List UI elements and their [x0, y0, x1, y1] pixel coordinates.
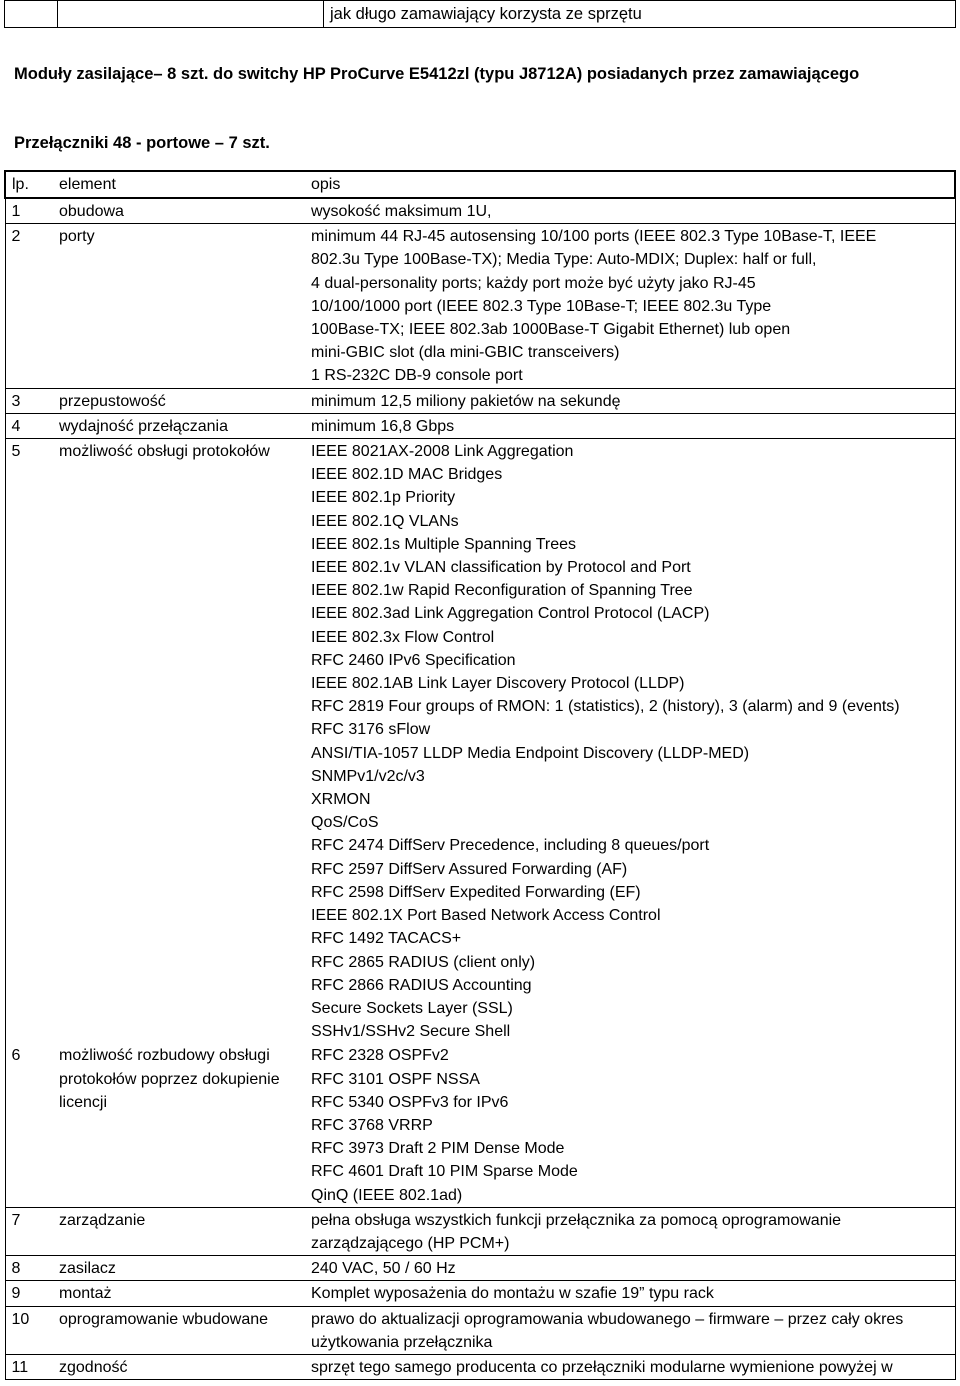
- table-row: [5, 1207, 955, 1255]
- opis-line: QinQ (IEEE 802.1ad): [311, 1186, 463, 1204]
- opis-line: IEEE 802.1D MAC Bridges: [311, 466, 503, 484]
- opis-line: ANSI/TIA-1057 LLDP Media Endpoint Discovery (LLDP-MED): [311, 744, 750, 762]
- opis-line: minimum 44 RJ-45 autosensing 10/100 ports (IEEE 802.3 Type 10Base-T, IEEE: [311, 228, 877, 246]
- table-row: [5, 439, 955, 1044]
- row-opis: [305, 1281, 955, 1306]
- row-opis: [305, 1354, 955, 1379]
- opis-line: IEEE 802.1X Port Based Network Access Control: [311, 907, 661, 925]
- row-opis: [305, 198, 955, 224]
- table-row: [5, 1256, 955, 1281]
- row-lp: 5: [5, 439, 53, 1044]
- opis-line: Komplet wyposażenia do montażu w szafie 19” typu rack: [311, 1285, 714, 1303]
- opis-line: RFC 4601 Draft 10 PIM Sparse Mode: [311, 1163, 578, 1181]
- opis-line: RFC 5340 OSPFv3 for IPv6: [311, 1093, 509, 1111]
- opis-line: 802.3u Type 100Base-TX); Media Type: Auto-MDIX; Duplex: half or full,: [311, 251, 817, 269]
- opis-line: RFC 2866 RADIUS Accounting: [311, 976, 532, 994]
- opis-line: zarządzającego (HP PCM+): [311, 1234, 510, 1252]
- opis-line: RFC 2474 DiffServ Precedence, including 8 queues/port: [311, 837, 710, 855]
- row-lp: 1: [5, 198, 53, 224]
- opis-line: sprzęt tego samego producenta co przełączniki modularne wymienione powyżej w: [311, 1358, 893, 1376]
- opis-line: mini-GBIC slot (dla mini-GBIC transceivers): [311, 344, 620, 362]
- row-opis: [305, 439, 955, 1044]
- row-lp: 3: [5, 388, 53, 413]
- opis-line: IEEE 802.1w Rapid Reconfiguration of Spanning Tree: [311, 582, 693, 600]
- row-opis: [305, 388, 955, 413]
- opis-line: RFC 2597 DiffServ Assured Forwarding (AF): [311, 860, 628, 878]
- opis-line: 4 dual-personality ports; każdy port może być użyty jako RJ-45: [311, 274, 756, 292]
- opis-line: RFC 2865 RADIUS (client only): [311, 953, 536, 971]
- row-opis: [305, 1256, 955, 1281]
- row-element: oprogramowanie wbudowane: [53, 1306, 305, 1354]
- row-element: obudowa: [53, 198, 305, 224]
- opis-line: IEEE 802.1p Priority: [311, 489, 456, 507]
- opis-line: XRMON: [311, 791, 371, 809]
- table-row: [5, 388, 955, 413]
- table-row: [5, 1306, 955, 1354]
- row-lp: 8: [5, 1256, 53, 1281]
- row-opis: [305, 1306, 955, 1354]
- opis-line: 1 RS-232C DB-9 console port: [311, 367, 523, 385]
- row-lp: 4: [5, 413, 53, 438]
- table-row: [5, 1281, 955, 1306]
- row-element: możliwość rozbudowy obsługi protokołów poprzez dokupienie licencji: [53, 1043, 305, 1207]
- opis-line: prawo do aktualizacji oprogramowania wbudowanego – firmware – przez cały okres: [311, 1310, 904, 1328]
- row-element: zasilacz: [53, 1256, 305, 1281]
- top-table-fragment: [4, 0, 956, 28]
- opis-line: pełna obsługa wszystkich funkcji przełącznika za pomocą oprogramowanie: [311, 1211, 842, 1229]
- opis-line: IEEE 802.3x Flow Control: [311, 628, 495, 646]
- header-lp: lp.: [5, 171, 53, 198]
- row-lp: 10: [5, 1306, 53, 1354]
- row-lp: 7: [5, 1207, 53, 1255]
- opis-line: wysokość maksimum 1U,: [311, 203, 492, 220]
- opis-line: Secure Sockets Layer (SSL): [311, 999, 513, 1017]
- row-element: montaż: [53, 1281, 305, 1306]
- opis-line: 100Base-TX; IEEE 802.3ab 1000Base-T Gigabit Ethernet) lub open: [311, 321, 791, 339]
- opis-line: IEEE 802.3ad Link Aggregation Control Protocol (LACP): [311, 605, 710, 623]
- top-cell-element: [58, 1, 324, 28]
- row-opis: [305, 224, 955, 388]
- opis-line: RFC 3101 OSPF NSSA: [311, 1070, 480, 1088]
- top-cell-lp: [5, 1, 58, 28]
- opis-line: IEEE 802.1v VLAN classification by Protocol and Port: [311, 559, 691, 577]
- opis-line: RFC 2328 OSPFv2: [311, 1047, 449, 1065]
- table-row: [5, 198, 955, 224]
- spec-table-body: [5, 171, 955, 1380]
- row-opis: [305, 1043, 955, 1207]
- section-heading-power-modules: Moduły zasilające– 8 szt. do switchy HP ProCurve E5412zl (typu J8712A) posiadanych przez zamawiającego: [14, 65, 860, 83]
- row-opis: [305, 413, 955, 438]
- top-cell-opis: jak długo zamawiający korzysta ze sprzętu: [324, 1, 956, 28]
- table-row: [5, 1354, 955, 1379]
- row-lp: 11: [5, 1354, 53, 1379]
- opis-line: użytkowania przełącznika: [311, 1333, 493, 1351]
- opis-line: RFC 3973 Draft 2 PIM Dense Mode: [311, 1140, 565, 1158]
- table-row: [5, 224, 955, 388]
- row-lp: 2: [5, 224, 53, 388]
- opis-line: IEEE 802.1Q VLANs: [311, 512, 459, 530]
- row-opis: [305, 1207, 955, 1255]
- opis-line: 240 VAC, 50 / 60 Hz: [311, 1260, 456, 1278]
- row-element: przepustowość: [53, 388, 305, 413]
- header-element: element: [53, 171, 305, 198]
- opis-line: QoS/CoS: [311, 814, 379, 832]
- row-lp: 6: [5, 1043, 53, 1207]
- opis-line: IEEE 802.1AB Link Layer Discovery Protocol (LLDP): [311, 675, 685, 693]
- opis-line: RFC 2460 IPv6 Specification: [311, 651, 516, 669]
- row-element: zgodność: [53, 1354, 305, 1379]
- opis-line: minimum 16,8 Gbps: [311, 417, 455, 435]
- section-heading-switches: Przełączniki 48 - portowe – 7 szt.: [14, 134, 270, 152]
- opis-line: RFC 2598 DiffServ Expedited Forwarding (EF): [311, 883, 641, 901]
- opis-line: RFC 2819 Four groups of RMON: 1 (statistics), 2 (history), 3 (alarm) and 9 (events): [311, 698, 900, 716]
- row-element: możliwość obsługi protokołów: [53, 439, 305, 1044]
- opis-line: IEEE 802.1s Multiple Spanning Trees: [311, 535, 577, 553]
- row-lp: 9: [5, 1281, 53, 1306]
- opis-line: minimum 12,5 miliony pakietów na sekundę: [311, 392, 621, 410]
- table-row: [5, 1043, 955, 1207]
- row-element: wydajność przełączania: [53, 413, 305, 438]
- spec-table: [4, 170, 956, 1380]
- opis-line: SNMPv1/v2c/v3: [311, 767, 425, 785]
- header-opis: opis: [305, 171, 955, 198]
- spec-table-header: [5, 171, 955, 198]
- row-element: porty: [53, 224, 305, 388]
- table-row: [5, 413, 955, 438]
- opis-line: RFC 1492 TACACS+: [311, 930, 462, 948]
- row-element: zarządzanie: [53, 1207, 305, 1255]
- opis-line: RFC 3176 sFlow: [311, 721, 431, 739]
- opis-line: RFC 3768 VRRP: [311, 1116, 433, 1134]
- opis-line: SSHv1/SSHv2 Secure Shell: [311, 1023, 511, 1041]
- opis-line: 10/100/1000 port (IEEE 802.3 Type 10Base-T; IEEE 802.3u Type: [311, 297, 772, 315]
- opis-line: IEEE 8021AX-2008 Link Aggregation: [311, 443, 574, 461]
